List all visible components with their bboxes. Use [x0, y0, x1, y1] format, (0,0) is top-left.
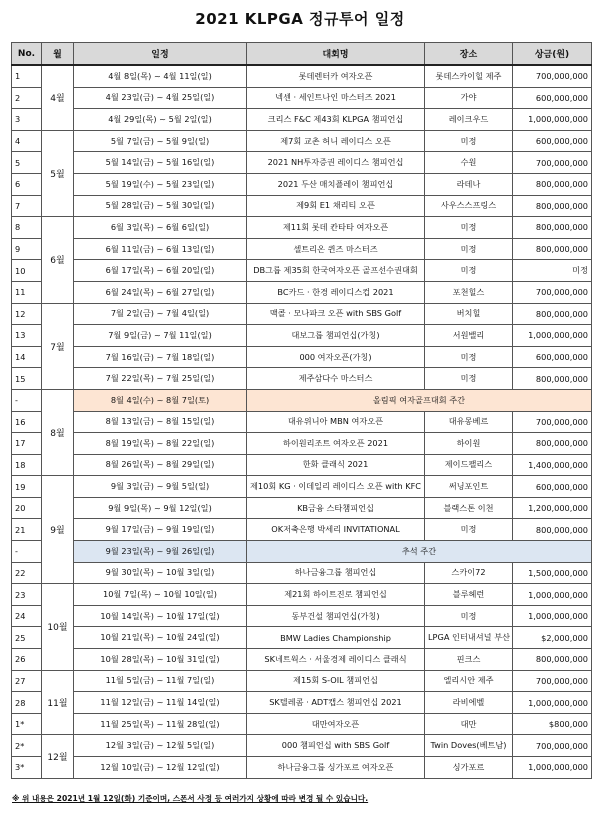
table-row [12, 130, 592, 152]
venue-cell: 서원밸리 [425, 325, 513, 347]
table-row [12, 325, 592, 347]
date-cell: 10월 21일(목) ~ 10월 24일(일) [74, 627, 247, 649]
tournament-name: 셀트리온 퀸즈 마스터즈 [247, 238, 425, 260]
venue-cell: 수원 [425, 152, 513, 174]
row-number: 25 [12, 627, 42, 649]
prize-cell: 800,000,000 [513, 303, 592, 325]
venue-cell: 미정 [425, 346, 513, 368]
venue-cell: Twin Doves(베트남) [425, 735, 513, 757]
prize-cell: 1,500,000,000 [513, 562, 592, 584]
row-number: 3 [12, 109, 42, 131]
tournament-name: 대유위니아 MBN 여자오픈 [247, 411, 425, 433]
row-number: 20 [12, 497, 42, 519]
tournament-name: 000 챔피언십 with SBS Golf [247, 735, 425, 757]
tournament-name: 제11회 롯데 칸타타 여자오픈 [247, 217, 425, 239]
table-row [12, 109, 592, 131]
venue-cell: 블루헤런 [425, 584, 513, 606]
venue-cell: 제이드팰리스 [425, 454, 513, 476]
prize-cell: 1,400,000,000 [513, 454, 592, 476]
date-cell: 9월 23일(목) ~ 9월 26일(일) [74, 541, 247, 563]
date-cell: 9월 30일(목) ~ 10월 3일(일) [74, 562, 247, 584]
header-venue: 장소 [425, 43, 513, 66]
tournament-name: KB금융 스타챔피언십 [247, 497, 425, 519]
table-row [12, 281, 592, 303]
venue-cell: 롯데스카이힐 제주 [425, 65, 513, 87]
table-row [12, 519, 592, 541]
table-row [12, 562, 592, 584]
venue-cell: 미정 [425, 368, 513, 390]
prize-cell: 700,000,000 [513, 65, 592, 87]
date-cell: 10월 28일(목) ~ 10월 31일(일) [74, 649, 247, 671]
header-date: 일정 [74, 43, 247, 66]
row-number: 26 [12, 649, 42, 671]
tournament-name: 제7회 교촌 허니 레이디스 오픈 [247, 130, 425, 152]
row-number: 2 [12, 87, 42, 109]
week-note: 올림픽 여자골프대회 주간 [247, 389, 592, 411]
date-cell: 10월 7일(목) ~ 10월 10일(일) [74, 584, 247, 606]
row-number: 16 [12, 411, 42, 433]
row-number: 5 [12, 152, 42, 174]
tournament-name: 하나금융그룹 챔피언십 [247, 562, 425, 584]
venue-cell: 사우스스프링스 [425, 195, 513, 217]
venue-cell: 미정 [425, 519, 513, 541]
row-number: 9 [12, 238, 42, 260]
table-row [12, 713, 592, 735]
prize-cell: $2,000,000 [513, 627, 592, 649]
prize-cell: 1,000,000,000 [513, 605, 592, 627]
prize-cell: 800,000,000 [513, 368, 592, 390]
date-cell: 4월 23일(금) ~ 4월 25일(일) [74, 87, 247, 109]
prize-cell: 1,000,000,000 [513, 757, 592, 779]
date-cell: 10월 14일(목) ~ 10월 17일(일) [74, 605, 247, 627]
date-cell: 4월 8일(목) ~ 4월 11일(일) [74, 65, 247, 87]
footnote: ※ 위 내용은 2021년 1월 12일(화) 기준이며, 스폰서 사정 등 여러가지 상황에 따라 변경 될 수 있습니다. [12, 794, 369, 803]
tournament-name: 000 여자오픈(가칭) [247, 346, 425, 368]
row-number: 11 [12, 281, 42, 303]
table-row [12, 497, 592, 519]
month-cell: 10월 [42, 584, 74, 670]
tournament-name: 제15회 S-OIL 챔피언십 [247, 670, 425, 692]
row-number: 7 [12, 195, 42, 217]
table-row [12, 65, 592, 87]
venue-cell: 미정 [425, 605, 513, 627]
schedule-table [11, 42, 592, 779]
tournament-name: 대만여자오픈 [247, 713, 425, 735]
date-cell: 8월 13일(금) ~ 8월 15일(일) [74, 411, 247, 433]
date-cell: 5월 28일(금) ~ 5월 30일(일) [74, 195, 247, 217]
row-number: - [12, 541, 42, 563]
prize-cell: 600,000,000 [513, 130, 592, 152]
prize-cell: 800,000,000 [513, 217, 592, 239]
venue-cell: 엘리시안 제주 [425, 670, 513, 692]
table-row [12, 217, 592, 239]
prize-cell: 600,000,000 [513, 476, 592, 498]
venue-cell: 대유몽베르 [425, 411, 513, 433]
page-title: 2021 KLPGA 정규투어 일정 [195, 10, 405, 28]
row-number: 22 [12, 562, 42, 584]
row-number: 27 [12, 670, 42, 692]
tournament-name: 2021 두산 매치플레이 챔피언십 [247, 173, 425, 195]
prize-cell: 800,000,000 [513, 519, 592, 541]
month-cell: 6월 [42, 217, 74, 303]
schedule-body [12, 65, 592, 778]
tournament-name: 하나금융그룹 싱가포르 여자오픈 [247, 757, 425, 779]
table-row [12, 757, 592, 779]
date-cell: 5월 14일(금) ~ 5월 16일(일) [74, 152, 247, 174]
date-cell: 7월 16일(금) ~ 7월 18일(일) [74, 346, 247, 368]
table-row [12, 476, 592, 498]
venue-cell: 미정 [425, 130, 513, 152]
venue-cell: 블랙스톤 이천 [425, 497, 513, 519]
date-cell: 9월 3일(금) ~ 9월 5일(일) [74, 476, 247, 498]
date-cell: 6월 11일(금) ~ 6월 13일(일) [74, 238, 247, 260]
row-number: 21 [12, 519, 42, 541]
table-row [12, 541, 592, 563]
row-number: 1 [12, 65, 42, 87]
tournament-name: 제9회 E1 채리티 오픈 [247, 195, 425, 217]
venue-cell: 포천힐스 [425, 281, 513, 303]
month-cell: 4월 [42, 65, 74, 130]
row-number: 4 [12, 130, 42, 152]
date-cell: 6월 17일(목) ~ 6월 20일(일) [74, 260, 247, 282]
venue-cell: 라데나 [425, 173, 513, 195]
row-number: 28 [12, 692, 42, 714]
venue-cell: 핀크스 [425, 649, 513, 671]
date-cell: 7월 2일(금) ~ 7월 4일(일) [74, 303, 247, 325]
tournament-name: 대보그룹 챔피언십(가칭) [247, 325, 425, 347]
table-row [12, 152, 592, 174]
row-number: 10 [12, 260, 42, 282]
tournament-name: 롯데렌터카 여자오픈 [247, 65, 425, 87]
table-row [12, 692, 592, 714]
month-cell: 8월 [42, 389, 74, 475]
venue-cell: LPGA 인터내셔널 부산 [425, 627, 513, 649]
date-cell: 9월 17일(금) ~ 9월 19일(일) [74, 519, 247, 541]
prize-cell: 800,000,000 [513, 433, 592, 455]
month-cell: 11월 [42, 670, 74, 735]
venue-cell: 레이크우드 [425, 109, 513, 131]
row-number: 12 [12, 303, 42, 325]
table-header-row [12, 43, 592, 66]
prize-cell: 700,000,000 [513, 281, 592, 303]
table-row [12, 346, 592, 368]
row-number: 3* [12, 757, 42, 779]
row-number: 17 [12, 433, 42, 455]
tournament-name: 한화 클래식 2021 [247, 454, 425, 476]
row-number: 6 [12, 173, 42, 195]
table-row [12, 173, 592, 195]
prize-cell: 미정 [513, 260, 592, 282]
table-row [12, 260, 592, 282]
prize-cell: $800,000 [513, 713, 592, 735]
prize-cell: 1,200,000,000 [513, 497, 592, 519]
venue-cell: 싱가포르 [425, 757, 513, 779]
header-tournament: 대회명 [247, 43, 425, 66]
date-cell: 7월 22일(목) ~ 7월 25일(일) [74, 368, 247, 390]
tournament-name: 동부건설 챔피언십(가칭) [247, 605, 425, 627]
venue-cell: 스카이72 [425, 562, 513, 584]
date-cell: 5월 19일(수) ~ 5월 23일(일) [74, 173, 247, 195]
tournament-name: 맥콜 · 모나파크 오픈 with SBS Golf [247, 303, 425, 325]
row-number: 15 [12, 368, 42, 390]
tournament-name: DB그룹 제35회 한국여자오픈 골프선수권대회 [247, 260, 425, 282]
prize-cell: 1,000,000,000 [513, 109, 592, 131]
venue-cell: 미정 [425, 238, 513, 260]
table-row [12, 303, 592, 325]
table-row [12, 670, 592, 692]
prize-cell: 1,000,000,000 [513, 584, 592, 606]
tournament-name: 2021 NH투자증권 레이디스 챔피언십 [247, 152, 425, 174]
row-number: 13 [12, 325, 42, 347]
prize-cell: 600,000,000 [513, 87, 592, 109]
week-note: 추석 주간 [247, 541, 592, 563]
prize-cell: 1,000,000,000 [513, 325, 592, 347]
tournament-name: SK텔레콤 · ADT캡스 챔피언십 2021 [247, 692, 425, 714]
venue-cell: 버치힐 [425, 303, 513, 325]
prize-cell: 700,000,000 [513, 152, 592, 174]
date-cell: 4월 29일(목) ~ 5월 2일(일) [74, 109, 247, 131]
table-row [12, 584, 592, 606]
prize-cell: 700,000,000 [513, 670, 592, 692]
tournament-name: 제10회 KG · 이데일리 레이디스 오픈 with KFC [247, 476, 425, 498]
date-cell: 6월 3일(목) ~ 6월 6일(일) [74, 217, 247, 239]
row-number: - [12, 389, 42, 411]
tournament-name: OK저축은행 박세리 INVITATIONAL [247, 519, 425, 541]
row-number: 24 [12, 605, 42, 627]
date-cell: 8월 19일(목) ~ 8월 22일(일) [74, 433, 247, 455]
date-cell: 6월 24일(목) ~ 6월 27일(일) [74, 281, 247, 303]
venue-cell: 대만 [425, 713, 513, 735]
table-row [12, 195, 592, 217]
prize-cell: 800,000,000 [513, 173, 592, 195]
table-row [12, 238, 592, 260]
table-row [12, 605, 592, 627]
venue-cell: 라비에벨 [425, 692, 513, 714]
table-row [12, 454, 592, 476]
venue-cell: 미정 [425, 260, 513, 282]
table-row [12, 735, 592, 757]
prize-cell: 800,000,000 [513, 238, 592, 260]
prize-cell: 600,000,000 [513, 346, 592, 368]
prize-cell: 1,000,000,000 [513, 692, 592, 714]
table-row [12, 649, 592, 671]
venue-cell: 미정 [425, 217, 513, 239]
table-row [12, 368, 592, 390]
date-cell: 9월 9일(목) ~ 9월 12일(일) [74, 497, 247, 519]
row-number: 18 [12, 454, 42, 476]
prize-cell: 700,000,000 [513, 411, 592, 433]
prize-cell: 800,000,000 [513, 195, 592, 217]
month-cell: 12월 [42, 735, 74, 778]
prize-cell: 700,000,000 [513, 735, 592, 757]
header-month: 월 [42, 43, 74, 66]
tournament-name: 크리스 F&C 제43회 KLPGA 챔피언십 [247, 109, 425, 131]
tournament-name: BMW Ladies Championship [247, 627, 425, 649]
row-number: 1* [12, 713, 42, 735]
date-cell: 8월 26일(목) ~ 8월 29일(일) [74, 454, 247, 476]
row-number: 19 [12, 476, 42, 498]
date-cell: 12월 3일(금) ~ 12월 5일(일) [74, 735, 247, 757]
date-cell: 11월 12일(금) ~ 11월 14일(일) [74, 692, 247, 714]
month-cell: 5월 [42, 130, 74, 216]
tournament-name: 넥센 · 세인트나인 마스터즈 2021 [247, 87, 425, 109]
table-row [12, 411, 592, 433]
date-cell: 5월 7일(금) ~ 5월 9일(일) [74, 130, 247, 152]
month-cell: 7월 [42, 303, 74, 389]
date-cell: 12월 10일(금) ~ 12월 12일(일) [74, 757, 247, 779]
venue-cell: 하이원 [425, 433, 513, 455]
month-cell: 9월 [42, 476, 74, 584]
table-row [12, 389, 592, 411]
date-cell: 8월 4일(수) ~ 8월 7일(토) [74, 389, 247, 411]
venue-cell: 써닝포인트 [425, 476, 513, 498]
row-number: 8 [12, 217, 42, 239]
tournament-name: 제주삼다수 마스터스 [247, 368, 425, 390]
tournament-name: BC카드 · 한경 레이디스컵 2021 [247, 281, 425, 303]
row-number: 14 [12, 346, 42, 368]
date-cell: 11월 25일(목) ~ 11월 28일(일) [74, 713, 247, 735]
row-number: 2* [12, 735, 42, 757]
table-row [12, 87, 592, 109]
row-number: 23 [12, 584, 42, 606]
tournament-name: 제21회 하이트진로 챔피언십 [247, 584, 425, 606]
table-row [12, 627, 592, 649]
date-cell: 7월 9일(금) ~ 7월 11일(일) [74, 325, 247, 347]
tournament-name: SK네트웍스 · 서울경제 레이디스 클래식 [247, 649, 425, 671]
header-no: No. [12, 43, 42, 66]
date-cell: 11월 5일(금) ~ 11월 7일(일) [74, 670, 247, 692]
venue-cell: 가야 [425, 87, 513, 109]
prize-cell: 800,000,000 [513, 649, 592, 671]
tournament-name: 하이원리조트 여자오픈 2021 [247, 433, 425, 455]
header-prize: 상금(원) [513, 43, 592, 66]
table-row [12, 433, 592, 455]
